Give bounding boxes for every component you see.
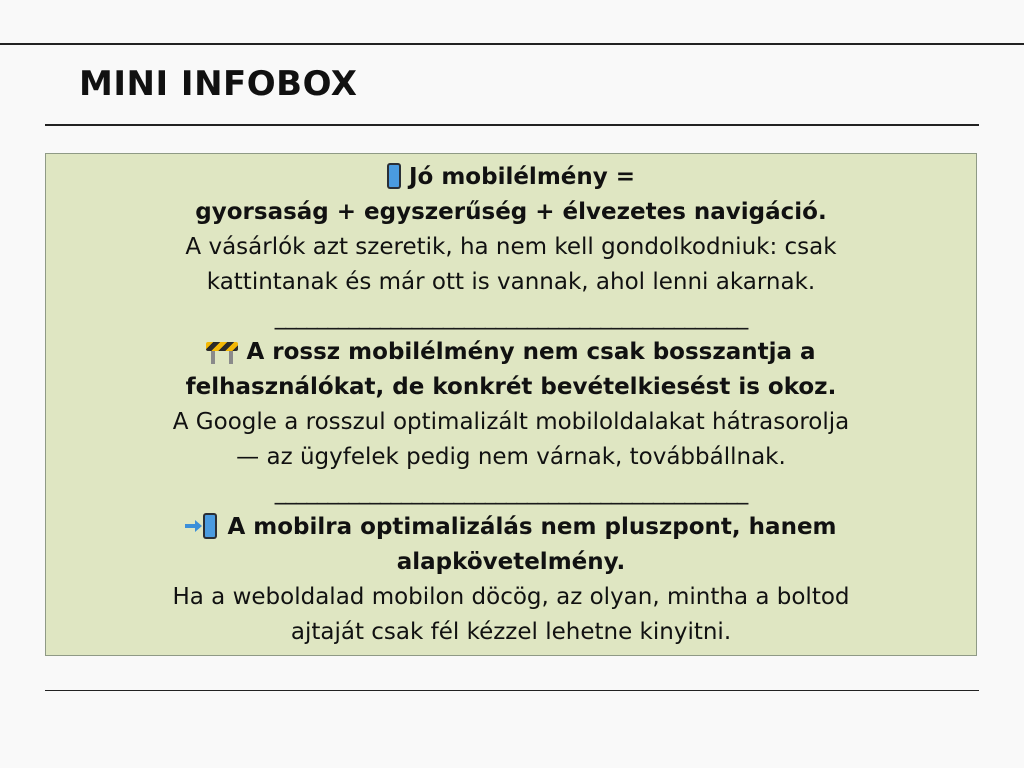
section-3-body-line-2: ajtaját csak fél kézzel lehetne kinyitni. [290, 619, 732, 645]
section-separator-2: _____________________________________________ [274, 479, 748, 505]
bottom-divider [45, 690, 979, 691]
section-1-heading-line-1: Jó mobilélmény = [46, 160, 976, 195]
section-1-heading-line-2: gyorsaság + egyszerűség + élvezetes navigáció. [195, 199, 827, 225]
top-divider [0, 43, 1024, 45]
mobile-arrow-icon [185, 513, 219, 539]
section-3-body-line-1: Ha a weboldalad mobilon döcög, az olyan, mintha a boltod [172, 584, 850, 610]
mobile-phone-icon [387, 163, 401, 189]
section-2-heading-line-1: A rossz mobilélmény nem csak bosszantja a [46, 335, 976, 370]
section-separator-1: _____________________________________________ [274, 304, 748, 330]
section-3-heading-line-2: alapkövetelmény. [396, 549, 626, 575]
section-1-body-line-1: A vásárlók azt szeretik, ha nem kell gondolkodniuk: csak [185, 234, 837, 260]
section-3-heading-line-1: A mobilra optimalizálás nem pluszpont, hanem [46, 510, 976, 545]
title-divider [45, 124, 979, 126]
page-title: MINI INFOBOX [79, 64, 358, 104]
section-1-body-line-2: kattintanak és már ott is vannak, ahol lenni akarnak. [206, 269, 816, 295]
infobox [45, 153, 977, 656]
construction-barrier-icon [206, 340, 238, 364]
section-2-heading-line-2: felhasználókat, de konkrét bevételkiesést is okoz. [185, 374, 837, 400]
section-2-body-line-2: — az ügyfelek pedig nem várnak, továbbállnak. [236, 444, 786, 470]
section-2-body-line-1: A Google a rosszul optimalizált mobiloldalakat hátrasorolja [172, 409, 850, 435]
